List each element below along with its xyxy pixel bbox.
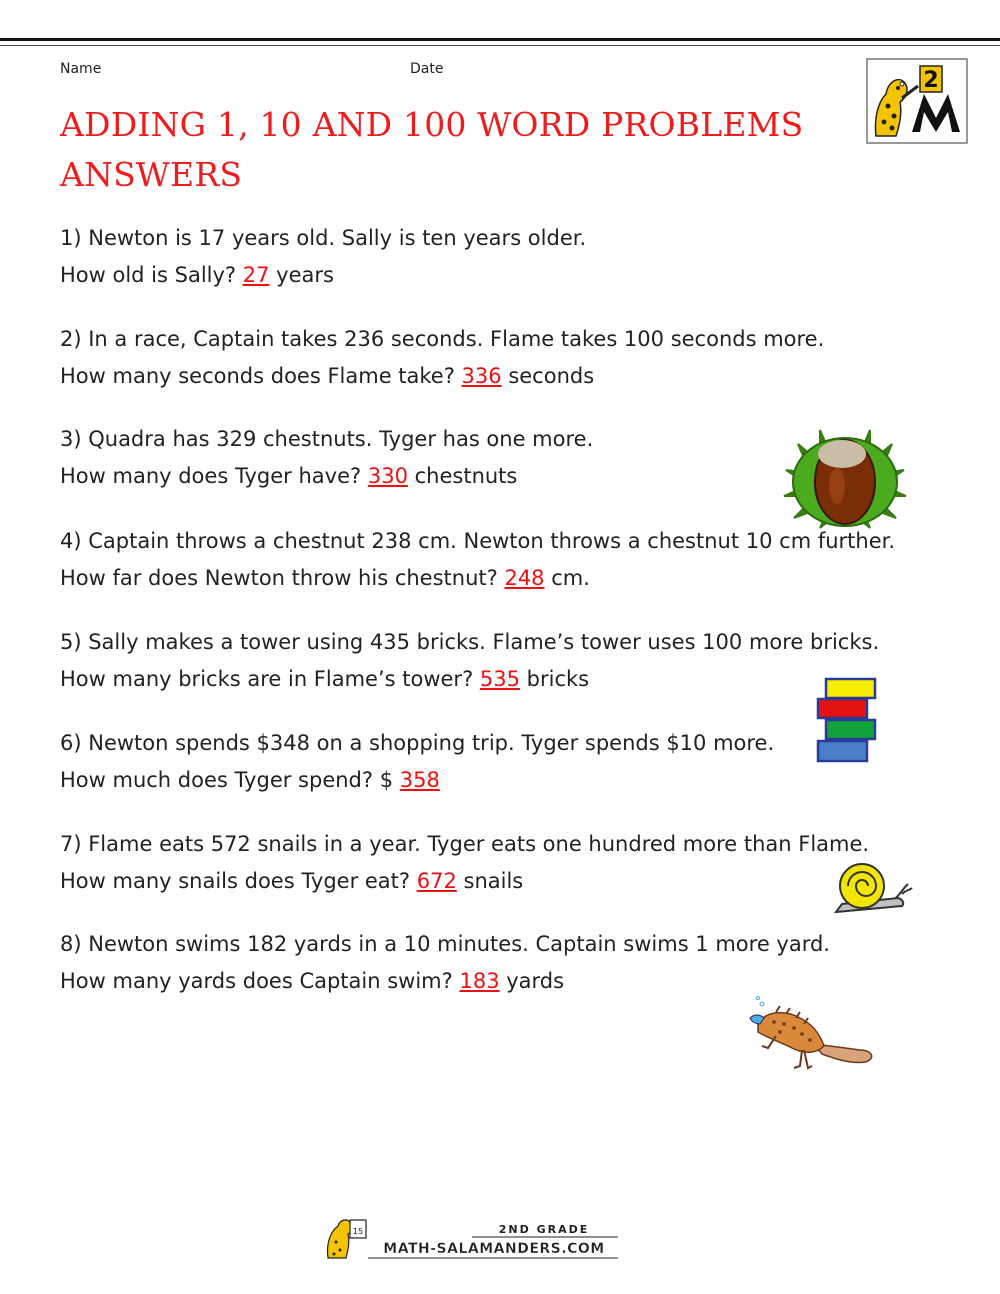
- problem-7-question: How many snails does Tyger eat?: [60, 869, 417, 893]
- top-rule-thick: [0, 38, 1000, 41]
- problem-4-unit: cm.: [544, 566, 590, 590]
- problem-3: [60, 421, 593, 495]
- problem-2-question: How many seconds does Flame take?: [60, 364, 462, 388]
- problem-2-answer: 336: [461, 364, 502, 388]
- problem-8: [60, 926, 830, 1000]
- problem-5-unit: bricks: [519, 667, 590, 691]
- page-title: [60, 100, 820, 200]
- problem-5-question-line: [60, 661, 879, 698]
- problem-8-statement: 8) Newton swims 182 yards in a 10 minutes. Captain swims 1 more yard.: [60, 932, 830, 956]
- problem-7: [60, 826, 869, 900]
- problem-8-answer: 183: [459, 969, 500, 993]
- problem-8-unit: yards: [499, 969, 565, 993]
- problem-5: [60, 624, 879, 698]
- problem-6-answer: 358: [399, 768, 440, 792]
- problem-6-statement: 6) Newton spends $348 on a shopping trip. Tyger spends $10 more.: [60, 731, 775, 755]
- problem-5-answer: 535: [479, 667, 520, 691]
- problem-6-question: How much does Tyger spend? $: [60, 768, 400, 792]
- date-label: Date: [410, 61, 444, 77]
- problem-3-statement: 3) Quadra has 329 chestnuts. Tyger has one more.: [60, 427, 594, 451]
- problem-1-question: How old is Sally?: [60, 263, 243, 287]
- problem-5-statement: 5) Sally makes a tower using 435 bricks. Flame’s tower uses 100 more bricks.: [60, 630, 880, 654]
- logo-digit: 2: [923, 68, 939, 93]
- chestnut-icon: [780, 424, 910, 530]
- problem-3-question: How many does Tyger have?: [60, 464, 368, 488]
- problem-4: [60, 523, 895, 597]
- problem-3-answer: 330: [367, 464, 408, 488]
- problem-7-unit: snails: [456, 869, 524, 893]
- problem-7-answer: 672: [416, 869, 457, 893]
- problem-2-question-line: [60, 358, 824, 395]
- problem-4-statement: 4) Captain throws a chestnut 238 cm. Newton throws a chestnut 10 cm further.: [60, 529, 896, 553]
- top-rule-thin: [0, 45, 1000, 46]
- problem-2-statement: 2) In a race, Captain takes 236 seconds. Flame takes 100 seconds more.: [60, 327, 825, 351]
- problem-8-question-line: [60, 963, 830, 1000]
- problem-4-question-line: [60, 560, 895, 597]
- name-label: Name: [60, 61, 102, 77]
- problem-3-question-line: [60, 458, 593, 495]
- problem-4-question: How far does Newton throw his chestnut?: [60, 566, 505, 590]
- footer-grade: 2ND GRADE: [498, 1223, 590, 1236]
- footer-site: MATH-SALAMANDERS.COM: [383, 1241, 605, 1257]
- footer-calendar: 15: [352, 1227, 364, 1236]
- problem-6: [60, 725, 774, 799]
- problem-4-answer: 248: [504, 566, 545, 590]
- grade-logo-icon: [866, 58, 968, 144]
- site-logo: [324, 1216, 624, 1262]
- title-line-2: ANSWERS: [60, 155, 243, 194]
- problem-7-statement: 7) Flame eats 572 snails in a year. Tyger eats one hundred more than Flame.: [60, 832, 870, 856]
- problem-1-question-line: [60, 257, 586, 294]
- problem-3-unit: chestnuts: [407, 464, 518, 488]
- title-line-1: ADDING 1, 10 AND 100 WORD PROBLEMS: [60, 105, 804, 144]
- problem-6-question-line: [60, 762, 774, 799]
- problem-5-question: How many bricks are in Flame’s tower?: [60, 667, 480, 691]
- snail-icon: [832, 860, 916, 916]
- problem-1-statement: 1) Newton is 17 years old. Sally is ten years older.: [60, 226, 587, 250]
- problem-1-unit: years: [269, 263, 334, 287]
- problem-1: [60, 220, 586, 294]
- problem-2-unit: seconds: [501, 364, 595, 388]
- problem-8-question: How many yards does Captain swim?: [60, 969, 460, 993]
- problem-7-question-line: [60, 863, 869, 900]
- problem-2: [60, 321, 824, 395]
- problem-1-answer: 27: [242, 263, 270, 287]
- newt-icon: [740, 994, 880, 1074]
- brick-tower-icon: [812, 676, 882, 766]
